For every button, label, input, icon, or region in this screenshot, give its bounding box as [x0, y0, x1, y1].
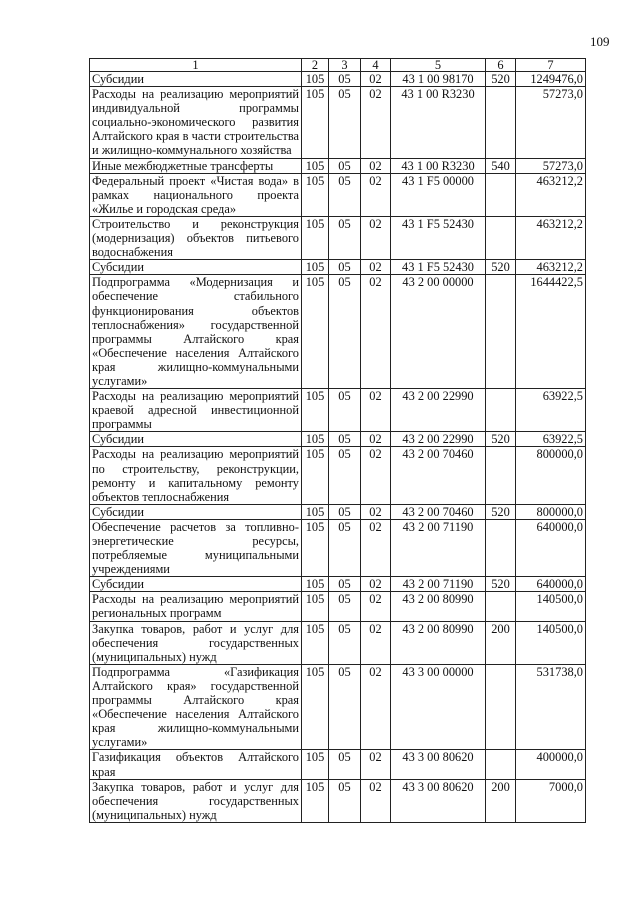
expense-name: Строительство и реконструкция (модернизация) объектов питьевого водоснабжения — [90, 216, 302, 259]
expense-type-code: 200 — [486, 779, 516, 822]
expense-type-code: 520 — [486, 504, 516, 519]
ministry-code: 105 — [302, 87, 329, 158]
section-code: 05 — [329, 389, 361, 432]
amount: 800000,0 — [516, 504, 586, 519]
ministry-code: 105 — [302, 447, 329, 504]
subsection-code: 02 — [361, 432, 391, 447]
expense-type-code: 520 — [486, 577, 516, 592]
table-row — [90, 779, 586, 822]
subsection-code: 02 — [361, 173, 391, 216]
section-code: 05 — [329, 447, 361, 504]
target-article-code: 43 3 00 80620 — [391, 779, 486, 822]
expense-name: Расходы на реализацию мероприятий краевой адресной инвестиционной программы — [90, 389, 302, 432]
section-code: 05 — [329, 577, 361, 592]
subsection-code: 02 — [361, 504, 391, 519]
table-row — [90, 87, 586, 158]
section-code: 05 — [329, 158, 361, 173]
expense-name: Закупка товаров, работ и услуг для обеспечения государственных (муниципальных) нужд — [90, 779, 302, 822]
expense-name: Расходы на реализацию мероприятий индивидуальной программы социально-экономического развития Алтайского края в части строительства и жилищно-коммунального хозяйства — [90, 87, 302, 158]
column-header: 7 — [516, 59, 586, 72]
expense-type-code: 520 — [486, 432, 516, 447]
ministry-code: 105 — [302, 389, 329, 432]
amount: 57273,0 — [516, 87, 586, 158]
expense-name: Расходы на реализацию мероприятий региональных программ — [90, 592, 302, 621]
expense-type-code — [486, 750, 516, 779]
target-article-code: 43 2 00 80990 — [391, 592, 486, 621]
section-code: 05 — [329, 504, 361, 519]
amount: 640000,0 — [516, 577, 586, 592]
amount: 63922,5 — [516, 432, 586, 447]
ministry-code: 105 — [302, 158, 329, 173]
expense-type-code — [486, 173, 516, 216]
amount: 463212,2 — [516, 216, 586, 259]
table-row — [90, 216, 586, 259]
expense-type-code — [486, 519, 516, 576]
table-header-row — [90, 59, 586, 72]
expense-type-code — [486, 447, 516, 504]
ministry-code: 105 — [302, 504, 329, 519]
table-row — [90, 519, 586, 576]
expense-type-code — [486, 87, 516, 158]
ministry-code: 105 — [302, 173, 329, 216]
amount: 400000,0 — [516, 750, 586, 779]
target-article-code: 43 2 00 70460 — [391, 504, 486, 519]
table-row — [90, 504, 586, 519]
amount: 140500,0 — [516, 592, 586, 621]
expense-name: Иные межбюджетные трансферты — [90, 158, 302, 173]
subsection-code: 02 — [361, 750, 391, 779]
section-code: 05 — [329, 621, 361, 664]
target-article-code: 43 1 F5 52430 — [391, 260, 486, 275]
table-row — [90, 260, 586, 275]
amount: 463212,2 — [516, 173, 586, 216]
ministry-code: 105 — [302, 750, 329, 779]
expense-type-code — [486, 389, 516, 432]
expense-type-code: 520 — [486, 260, 516, 275]
table-row — [90, 72, 586, 87]
subsection-code: 02 — [361, 779, 391, 822]
amount: 800000,0 — [516, 447, 586, 504]
section-code: 05 — [329, 72, 361, 87]
target-article-code: 43 1 00 98170 — [391, 72, 486, 87]
amount: 140500,0 — [516, 621, 586, 664]
target-article-code: 43 2 00 71190 — [391, 519, 486, 576]
subsection-code: 02 — [361, 577, 391, 592]
target-article-code: 43 3 00 80620 — [391, 750, 486, 779]
expense-type-code — [486, 216, 516, 259]
ministry-code: 105 — [302, 72, 329, 87]
table-row — [90, 664, 586, 750]
subsection-code: 02 — [361, 72, 391, 87]
section-code: 05 — [329, 216, 361, 259]
budget-table — [89, 58, 586, 823]
target-article-code: 43 1 00 R3230 — [391, 158, 486, 173]
subsection-code: 02 — [361, 621, 391, 664]
expense-type-code: 200 — [486, 621, 516, 664]
section-code: 05 — [329, 275, 361, 389]
expense-name: Субсидии — [90, 577, 302, 592]
table-row — [90, 577, 586, 592]
expense-type-code: 520 — [486, 72, 516, 87]
ministry-code: 105 — [302, 664, 329, 750]
ministry-code: 105 — [302, 779, 329, 822]
expense-name: Расходы на реализацию мероприятий по строительству, реконструкции, ремонту и капитальному ремонту объектов теплоснабжения — [90, 447, 302, 504]
section-code: 05 — [329, 592, 361, 621]
ministry-code: 105 — [302, 621, 329, 664]
target-article-code: 43 3 00 00000 — [391, 664, 486, 750]
section-code: 05 — [329, 779, 361, 822]
table-row — [90, 389, 586, 432]
expense-name: Газификация объектов Алтайского края — [90, 750, 302, 779]
column-header: 5 — [391, 59, 486, 72]
section-code: 05 — [329, 750, 361, 779]
table-row — [90, 621, 586, 664]
expense-type-code — [486, 664, 516, 750]
column-header: 1 — [90, 59, 302, 72]
expense-name: Обеспечение расчетов за топливно-энергетические ресурсы, потребляемые муниципальными учреждениями — [90, 519, 302, 576]
subsection-code: 02 — [361, 260, 391, 275]
subsection-code: 02 — [361, 87, 391, 158]
subsection-code: 02 — [361, 592, 391, 621]
ministry-code: 105 — [302, 260, 329, 275]
target-article-code: 43 1 F5 52430 — [391, 216, 486, 259]
table-row — [90, 447, 586, 504]
amount: 7000,0 — [516, 779, 586, 822]
amount: 531738,0 — [516, 664, 586, 750]
target-article-code: 43 2 00 70460 — [391, 447, 486, 504]
amount: 463212,2 — [516, 260, 586, 275]
amount: 63922,5 — [516, 389, 586, 432]
table-row — [90, 592, 586, 621]
subsection-code: 02 — [361, 664, 391, 750]
expense-name: Подпрограмма «Газификация Алтайского края» государственной программы Алтайского края «Обеспечение населения Алтайского края жилищно-коммунальными услугами» — [90, 664, 302, 750]
section-code: 05 — [329, 87, 361, 158]
column-header: 3 — [329, 59, 361, 72]
expense-name: Закупка товаров, работ и услуг для обеспечения государственных (муниципальных) нужд — [90, 621, 302, 664]
section-code: 05 — [329, 432, 361, 447]
amount: 57273,0 — [516, 158, 586, 173]
target-article-code: 43 2 00 22990 — [391, 389, 486, 432]
column-header: 6 — [486, 59, 516, 72]
target-article-code: 43 2 00 80990 — [391, 621, 486, 664]
expense-type-code — [486, 275, 516, 389]
section-code: 05 — [329, 260, 361, 275]
expense-name: Подпрограмма «Модернизация и обеспечение стабильного функционирования объектов теплоснабжения» государственной программы Алтайского края «Обеспечение населения Алтайского края жилищно-коммунальными услугами» — [90, 275, 302, 389]
ministry-code: 105 — [302, 519, 329, 576]
expense-name: Субсидии — [90, 504, 302, 519]
subsection-code: 02 — [361, 389, 391, 432]
table-row — [90, 275, 586, 389]
column-header: 4 — [361, 59, 391, 72]
subsection-code: 02 — [361, 158, 391, 173]
target-article-code: 43 2 00 00000 — [391, 275, 486, 389]
expense-name: Субсидии — [90, 260, 302, 275]
expense-type-code: 540 — [486, 158, 516, 173]
subsection-code: 02 — [361, 519, 391, 576]
column-header: 2 — [302, 59, 329, 72]
subsection-code: 02 — [361, 275, 391, 389]
subsection-code: 02 — [361, 216, 391, 259]
section-code: 05 — [329, 519, 361, 576]
ministry-code: 105 — [302, 275, 329, 389]
ministry-code: 105 — [302, 432, 329, 447]
amount: 640000,0 — [516, 519, 586, 576]
expense-name: Субсидии — [90, 72, 302, 87]
expense-type-code — [486, 592, 516, 621]
ministry-code: 105 — [302, 216, 329, 259]
expense-name: Субсидии — [90, 432, 302, 447]
ministry-code: 105 — [302, 577, 329, 592]
amount: 1249476,0 — [516, 72, 586, 87]
ministry-code: 105 — [302, 592, 329, 621]
page-number: 109 — [590, 34, 610, 49]
table-row — [90, 432, 586, 447]
table-row — [90, 158, 586, 173]
table-row — [90, 173, 586, 216]
subsection-code: 02 — [361, 447, 391, 504]
target-article-code: 43 1 F5 00000 — [391, 173, 486, 216]
section-code: 05 — [329, 664, 361, 750]
target-article-code: 43 2 00 71190 — [391, 577, 486, 592]
section-code: 05 — [329, 173, 361, 216]
table-row — [90, 750, 586, 779]
target-article-code: 43 1 00 R3230 — [391, 87, 486, 158]
target-article-code: 43 2 00 22990 — [391, 432, 486, 447]
amount: 1644422,5 — [516, 275, 586, 389]
expense-name: Федеральный проект «Чистая вода» в рамках национального проекта «Жилье и городская среда» — [90, 173, 302, 216]
